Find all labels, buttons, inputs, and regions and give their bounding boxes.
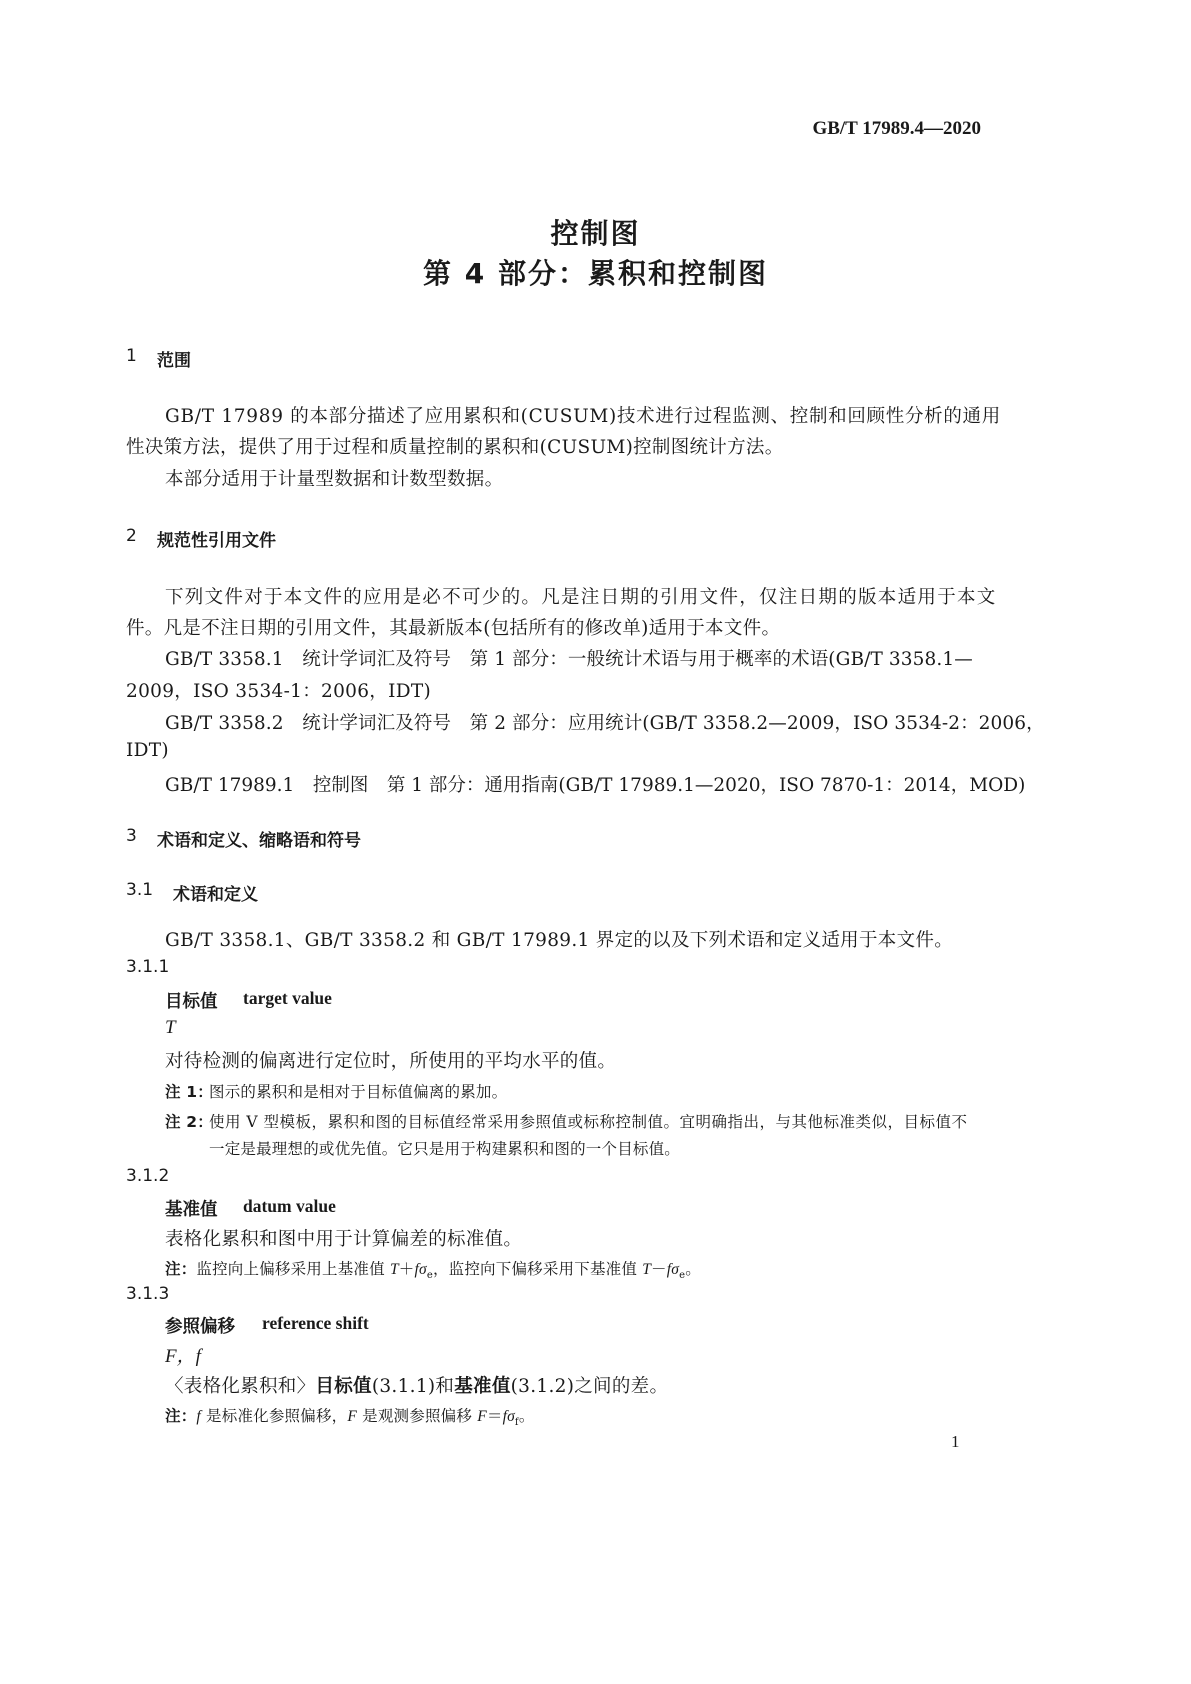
section-1-number: 1: [126, 346, 137, 366]
definition-text: (3.1.1)和: [371, 1376, 455, 1397]
term-symbol: T: [165, 1017, 176, 1038]
math-operator: －: [651, 1260, 667, 1278]
note-label: 注：: [165, 1260, 197, 1278]
cross-reference-term: 目标值: [315, 1376, 372, 1397]
document-code: GB/T 17989.4—2020: [812, 118, 981, 139]
note-line: [165, 1257, 701, 1281]
math-symbol: F: [477, 1408, 487, 1425]
section-2-number: 2: [126, 526, 137, 546]
term-chinese: 目标值: [165, 992, 218, 1012]
term-number: 3.1.3: [126, 1284, 170, 1304]
math-symbol: fσ: [666, 1261, 680, 1278]
definition-domain: 〈表格化累积和〉: [165, 1376, 316, 1397]
section-3-heading: 术语和定义、缩略语和符号: [157, 831, 361, 851]
section-3-1-heading: 术语和定义: [173, 885, 258, 905]
term-chinese: 基准值: [165, 1200, 218, 1220]
document-title: 控制图: [550, 217, 641, 250]
reference-entry: IDT): [126, 740, 169, 761]
term-english: target value: [243, 988, 332, 1008]
section-3-number: 3: [126, 826, 137, 846]
reference-entry: GB/T 3358.1 统计学词汇及符号 第 1 部分：一般统计术语与用于概率的术语(GB/T 3358.1—: [165, 649, 973, 670]
note-text: ，监控向下偏移采用下基准值: [432, 1260, 643, 1278]
math-operator: ＝: [486, 1407, 503, 1425]
definition-text: (3.1.2)之间的差。: [510, 1376, 669, 1397]
note-text: 图示的累积和是相对于目标值偏离的累加。: [209, 1083, 508, 1101]
note-line: [165, 1404, 535, 1428]
reference-entry: GB/T 17989.1 控制图 第 1 部分：通用指南(GB/T 17989.1—2020，ISO 7870-1：2014，MOD): [165, 775, 1026, 796]
term-definition: 表格化累积和图中用于计算偏差的标准值。: [165, 1229, 523, 1250]
term-number: 3.1.1: [126, 957, 170, 977]
section-1-paragraph: 性决策方法，提供了用于过程和质量控制的累积和(CUSUM)控制图统计方法。: [126, 437, 784, 458]
math-symbol: F: [347, 1408, 358, 1425]
note-text: 。: [685, 1260, 701, 1278]
section-3-1-paragraph: GB/T 3358.1、GB/T 3358.2 和 GB/T 17989.1 界定的以及下列术语和定义适用于本文件。: [165, 930, 953, 951]
section-1-paragraph: 本部分适用于计量型数据和计数型数据。: [165, 469, 504, 490]
math-subscript: f: [514, 1417, 519, 1429]
math-symbol: fσ: [414, 1261, 427, 1278]
term-chinese: 参照偏移: [165, 1317, 235, 1337]
section-3-1-number: 3.1: [126, 880, 154, 900]
document-subtitle: 第 4 部分：累积和控制图: [423, 257, 768, 290]
math-symbol: T: [389, 1261, 399, 1278]
note-text: 一定是最理想的或优先值。它只是用于构建累积和图的一个目标值。: [209, 1140, 681, 1158]
note-text: 是标准化参照偏移，: [200, 1407, 348, 1425]
math-symbol: fσ: [502, 1408, 515, 1425]
term-english: datum value: [243, 1196, 336, 1216]
section-2-paragraph: 件。凡是不注日期的引用文件，其最新版本(包括所有的修改单)适用于本文件。: [126, 618, 781, 639]
cross-reference-term: 基准值: [454, 1376, 511, 1397]
note-text: 监控向上偏移采用上基准值: [196, 1260, 390, 1278]
math-subscript: e: [426, 1270, 433, 1282]
math-subscript: e: [679, 1270, 686, 1282]
math-operator: ＋: [398, 1260, 415, 1278]
section-1-paragraph: GB/T 17989 的本部分描述了应用累积和(CUSUM)技术进行过程监测、控制和回顾性分析的通用: [165, 406, 1001, 427]
math-symbol: T: [642, 1261, 652, 1278]
reference-entry: 2009，ISO 3534-1：2006，IDT): [126, 681, 431, 702]
term-definition: [165, 1372, 668, 1398]
term-number: 3.1.2: [126, 1166, 170, 1186]
page-number: 1: [951, 1432, 960, 1451]
note-label: 注 2：: [165, 1113, 213, 1131]
note-text: 是观测参照偏移: [357, 1407, 478, 1425]
note-label: 注：: [165, 1407, 197, 1425]
section-2-paragraph: 下列文件对于本文件的应用是必不可少的。凡是注日期的引用文件，仅注日期的版本适用于本文: [165, 587, 997, 608]
note-label: 注 1：: [165, 1083, 213, 1101]
term-english: reference shift: [262, 1313, 369, 1333]
section-1-heading: 范围: [157, 351, 191, 371]
section-2-heading: 规范性引用文件: [157, 531, 276, 551]
term-definition: 对待检测的偏离进行定位时，所使用的平均水平的值。: [165, 1051, 617, 1072]
note-text: 。: [518, 1407, 535, 1425]
math-symbol: f: [196, 1408, 201, 1425]
note-text: 使用 V 型模板，累积和图的目标值经常采用参照值或标称控制值。宜明确指出，与其他标准类似，目标值不: [209, 1113, 968, 1131]
term-symbol: F，f: [165, 1346, 201, 1367]
reference-entry: GB/T 3358.2 统计学词汇及符号 第 2 部分：应用统计(GB/T 3358.2—2009，ISO 3534-2：2006，: [165, 713, 1045, 734]
